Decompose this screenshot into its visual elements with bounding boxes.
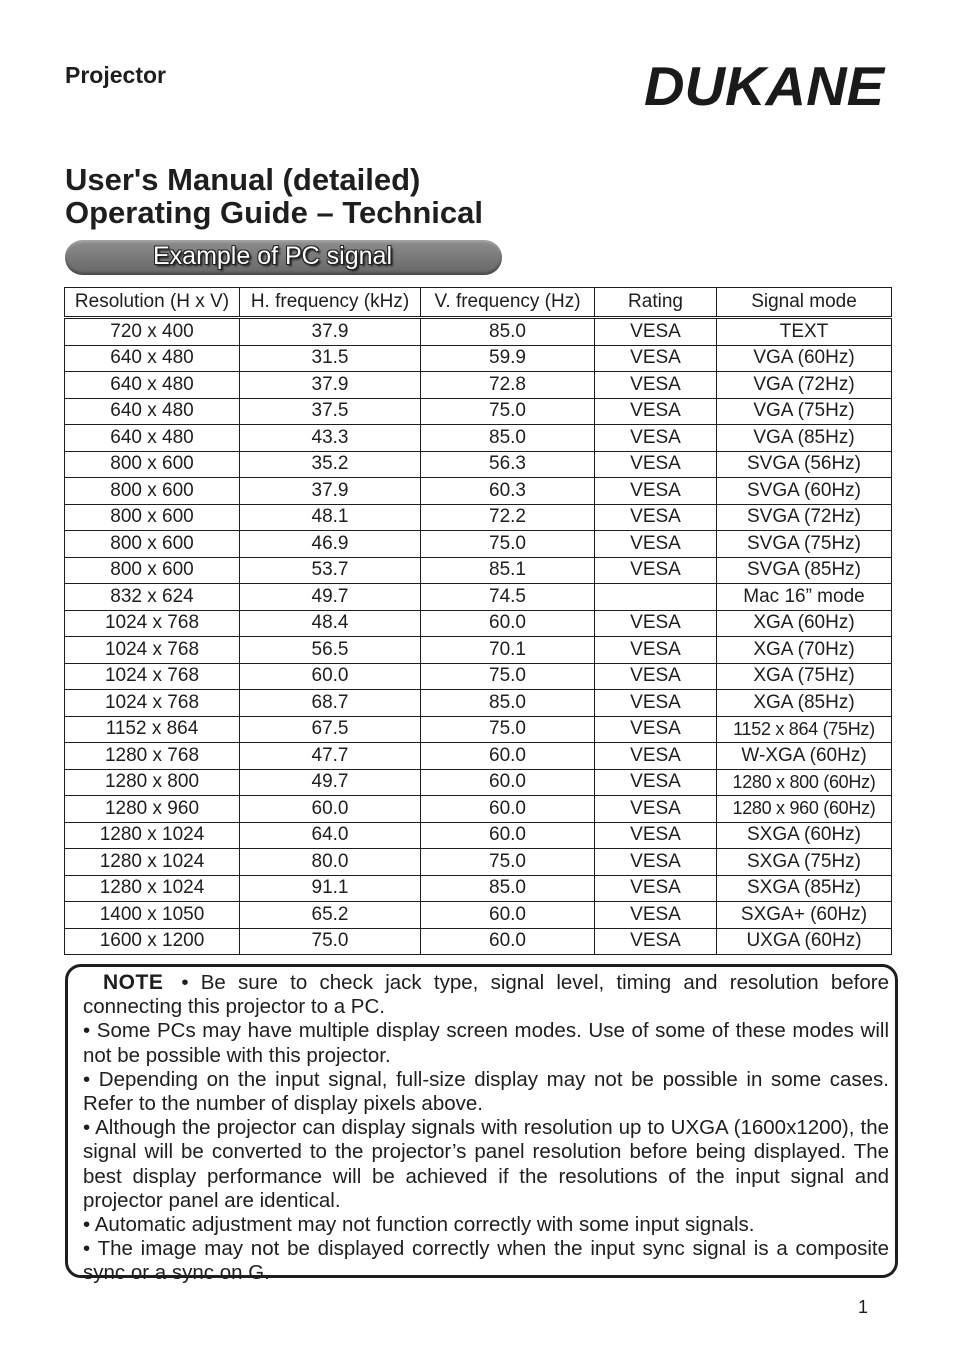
rating-cell: VESA: [595, 663, 717, 690]
signal-mode-cell: VGA (85Hz): [717, 425, 892, 452]
resolution-cell: 832 x 624: [65, 584, 240, 611]
h-frequency-cell: 65.2: [240, 902, 421, 929]
table-row: [65, 822, 892, 849]
table-row: [65, 372, 892, 399]
table-header-row: [65, 288, 892, 318]
signal-mode-cell: VGA (60Hz): [717, 345, 892, 372]
table-row: [65, 504, 892, 531]
rating-cell: VESA: [595, 928, 717, 955]
table-row: [65, 743, 892, 770]
table-row: [65, 690, 892, 717]
rating-cell: VESA: [595, 557, 717, 584]
table-row: [65, 875, 892, 902]
h-frequency-cell: 64.0: [240, 822, 421, 849]
v-frequency-cell: 60.0: [421, 822, 595, 849]
resolution-cell: 1280 x 800: [65, 769, 240, 796]
h-frequency-cell: 53.7: [240, 557, 421, 584]
signal-mode-cell: XGA (70Hz): [717, 637, 892, 664]
v-frequency-cell: 85.0: [421, 875, 595, 902]
table-row: [65, 451, 892, 478]
rating-cell: VESA: [595, 504, 717, 531]
h-frequency-cell: 37.9: [240, 478, 421, 505]
table-row: [65, 902, 892, 929]
resolution-cell: 800 x 600: [65, 478, 240, 505]
h-frequency-cell: 75.0: [240, 928, 421, 955]
v-frequency-cell: 74.5: [421, 584, 595, 611]
rating-cell: [595, 584, 717, 611]
signal-mode-cell: W-XGA (60Hz): [717, 743, 892, 770]
v-frequency-cell: 60.0: [421, 928, 595, 955]
resolution-cell: 720 x 400: [65, 318, 240, 346]
rating-cell: VESA: [595, 425, 717, 452]
signal-mode-cell: SXGA (85Hz): [717, 875, 892, 902]
resolution-cell: 640 x 480: [65, 372, 240, 399]
v-frequency-cell: 85.0: [421, 690, 595, 717]
signal-mode-cell: VGA (75Hz): [717, 398, 892, 425]
h-frequency-cell: 48.4: [240, 610, 421, 637]
note-item: • Depending on the input signal, full-size display may not be possible in some cases. Refer to the number of display pixels above.: [83, 1067, 889, 1116]
title-line-1: User's Manual (detailed): [65, 162, 421, 197]
h-frequency-cell: 43.3: [240, 425, 421, 452]
h-frequency-cell: 49.7: [240, 584, 421, 611]
rating-cell: VESA: [595, 902, 717, 929]
h-frequency-cell: 80.0: [240, 849, 421, 876]
note-item: • The image may not be displayed correctly when the input sync signal is a composite sync or a sync on G.: [83, 1237, 889, 1285]
resolution-cell: 1600 x 1200: [65, 928, 240, 955]
signal-mode-cell: Mac 16” mode: [717, 584, 892, 611]
table-row: [65, 398, 892, 425]
col-header-v-frequency: V. frequency (Hz): [421, 288, 595, 318]
rating-cell: VESA: [595, 716, 717, 743]
col-header-signal-mode: Signal mode: [717, 288, 892, 318]
rating-cell: VESA: [595, 610, 717, 637]
v-frequency-cell: 60.3: [421, 478, 595, 505]
brand-name: DUKANE: [644, 58, 887, 114]
page-title: [65, 163, 483, 229]
table-row: [65, 610, 892, 637]
title-line-2: Operating Guide – Technical: [65, 195, 484, 230]
h-frequency-cell: 67.5: [240, 716, 421, 743]
note-box: [65, 964, 898, 1285]
h-frequency-cell: 37.5: [240, 398, 421, 425]
table-row: [65, 318, 892, 346]
signal-mode-cell: XGA (85Hz): [717, 690, 892, 717]
rating-cell: VESA: [595, 372, 717, 399]
signal-mode-cell: SVGA (60Hz): [717, 478, 892, 505]
signal-mode-cell: XGA (75Hz): [717, 663, 892, 690]
h-frequency-cell: 60.0: [240, 663, 421, 690]
table-row: [65, 478, 892, 505]
table-row: [65, 531, 892, 558]
v-frequency-cell: 72.2: [421, 504, 595, 531]
col-header-h-frequency: H. frequency (kHz): [240, 288, 421, 318]
table-row: [65, 928, 892, 955]
h-frequency-cell: 91.1: [240, 875, 421, 902]
table-row: [65, 796, 892, 823]
table-row: [65, 663, 892, 690]
note-item: NOTE • Be sure to check jack type, signal level, timing and resolution before connecting this projector to a PC.: [83, 971, 889, 1019]
resolution-cell: 1280 x 768: [65, 743, 240, 770]
v-frequency-cell: 60.0: [421, 796, 595, 823]
note-item: • Some PCs may have multiple display screen modes. Use of some of these modes will not be possible with this projector.: [83, 1019, 889, 1067]
v-frequency-cell: 56.3: [421, 451, 595, 478]
rating-cell: VESA: [595, 318, 717, 346]
signal-mode-cell: 1280 x 800 (60Hz): [717, 769, 892, 796]
table-row: [65, 584, 892, 611]
resolution-cell: 800 x 600: [65, 531, 240, 558]
resolution-cell: 1280 x 1024: [65, 822, 240, 849]
h-frequency-cell: 49.7: [240, 769, 421, 796]
rating-cell: VESA: [595, 822, 717, 849]
h-frequency-cell: 68.7: [240, 690, 421, 717]
h-frequency-cell: 37.9: [240, 372, 421, 399]
h-frequency-cell: 37.9: [240, 318, 421, 346]
col-header-resolution: Resolution (H x V): [65, 288, 240, 318]
table-row: [65, 557, 892, 584]
table-row: [65, 849, 892, 876]
v-frequency-cell: 85.0: [421, 318, 595, 346]
v-frequency-cell: 75.0: [421, 398, 595, 425]
note-item: • Automatic adjustment may not function correctly with some input signals.: [83, 1213, 755, 1237]
table-row: [65, 716, 892, 743]
table-row: [65, 637, 892, 664]
v-frequency-cell: 75.0: [421, 663, 595, 690]
page-number: 1: [858, 1297, 869, 1317]
signal-mode-cell: SVGA (72Hz): [717, 504, 892, 531]
rating-cell: VESA: [595, 796, 717, 823]
resolution-cell: 1024 x 768: [65, 690, 240, 717]
rating-cell: VESA: [595, 637, 717, 664]
resolution-cell: 1024 x 768: [65, 663, 240, 690]
h-frequency-cell: 35.2: [240, 451, 421, 478]
signal-mode-cell: UXGA (60Hz): [717, 928, 892, 955]
resolution-cell: 800 x 600: [65, 451, 240, 478]
h-frequency-cell: 48.1: [240, 504, 421, 531]
note-label: NOTE: [103, 971, 164, 994]
v-frequency-cell: 60.0: [421, 743, 595, 770]
resolution-cell: 1024 x 768: [65, 637, 240, 664]
v-frequency-cell: 75.0: [421, 716, 595, 743]
dukane-logo: [641, 58, 887, 114]
v-frequency-cell: 60.0: [421, 610, 595, 637]
v-frequency-cell: 60.0: [421, 902, 595, 929]
resolution-cell: 800 x 600: [65, 504, 240, 531]
resolution-cell: 1152 x 864: [65, 716, 240, 743]
resolution-cell: 1280 x 1024: [65, 875, 240, 902]
h-frequency-cell: 31.5: [240, 345, 421, 372]
signal-mode-cell: SVGA (85Hz): [717, 557, 892, 584]
table-body: [65, 318, 892, 955]
rating-cell: VESA: [595, 531, 717, 558]
rating-cell: VESA: [595, 769, 717, 796]
rating-cell: VESA: [595, 345, 717, 372]
rating-cell: VESA: [595, 743, 717, 770]
signal-mode-cell: XGA (60Hz): [717, 610, 892, 637]
signal-mode-cell: SXGA+ (60Hz): [717, 902, 892, 929]
v-frequency-cell: 60.0: [421, 769, 595, 796]
resolution-cell: 1400 x 1050: [65, 902, 240, 929]
v-frequency-cell: 85.0: [421, 425, 595, 452]
v-frequency-cell: 75.0: [421, 531, 595, 558]
resolution-cell: 1280 x 1024: [65, 849, 240, 876]
table-row: [65, 425, 892, 452]
signal-mode-cell: TEXT: [717, 318, 892, 346]
note-item: • Although the projector can display signals with resolution up to UXGA (1600x1200), the signal will be converted to the projector’s panel resolution before being displayed. The best display performance will be achieved if the resolutions of the input signal and projector panel are identical.: [83, 1116, 889, 1212]
resolution-cell: 640 x 480: [65, 398, 240, 425]
v-frequency-cell: 70.1: [421, 637, 595, 664]
h-frequency-cell: 47.7: [240, 743, 421, 770]
rating-cell: VESA: [595, 849, 717, 876]
table-row: [65, 769, 892, 796]
h-frequency-cell: 46.9: [240, 531, 421, 558]
table-row: [65, 345, 892, 372]
v-frequency-cell: 75.0: [421, 849, 595, 876]
rating-cell: VESA: [595, 875, 717, 902]
rating-cell: VESA: [595, 451, 717, 478]
resolution-cell: 640 x 480: [65, 425, 240, 452]
h-frequency-cell: 56.5: [240, 637, 421, 664]
resolution-cell: 1280 x 960: [65, 796, 240, 823]
section-banner: [65, 240, 502, 275]
resolution-cell: 800 x 600: [65, 557, 240, 584]
col-header-rating: Rating: [595, 288, 717, 318]
signal-mode-cell: 1280 x 960 (60Hz): [717, 796, 892, 823]
v-frequency-cell: 85.1: [421, 557, 595, 584]
signal-mode-cell: 1152 x 864 (75Hz): [717, 716, 892, 743]
resolution-cell: 1024 x 768: [65, 610, 240, 637]
h-frequency-cell: 60.0: [240, 796, 421, 823]
signal-mode-cell: SXGA (60Hz): [717, 822, 892, 849]
signal-mode-cell: SVGA (56Hz): [717, 451, 892, 478]
resolution-cell: 640 x 480: [65, 345, 240, 372]
v-frequency-cell: 59.9: [421, 345, 595, 372]
signal-mode-cell: SXGA (75Hz): [717, 849, 892, 876]
rating-cell: VESA: [595, 690, 717, 717]
rating-cell: VESA: [595, 478, 717, 505]
v-frequency-cell: 72.8: [421, 372, 595, 399]
signal-mode-cell: VGA (72Hz): [717, 372, 892, 399]
product-label: Projector: [65, 62, 166, 88]
rating-cell: VESA: [595, 398, 717, 425]
section-title: Example of PC signal: [153, 242, 393, 270]
signal-mode-cell: SVGA (75Hz): [717, 531, 892, 558]
pc-signal-table: [64, 287, 892, 955]
